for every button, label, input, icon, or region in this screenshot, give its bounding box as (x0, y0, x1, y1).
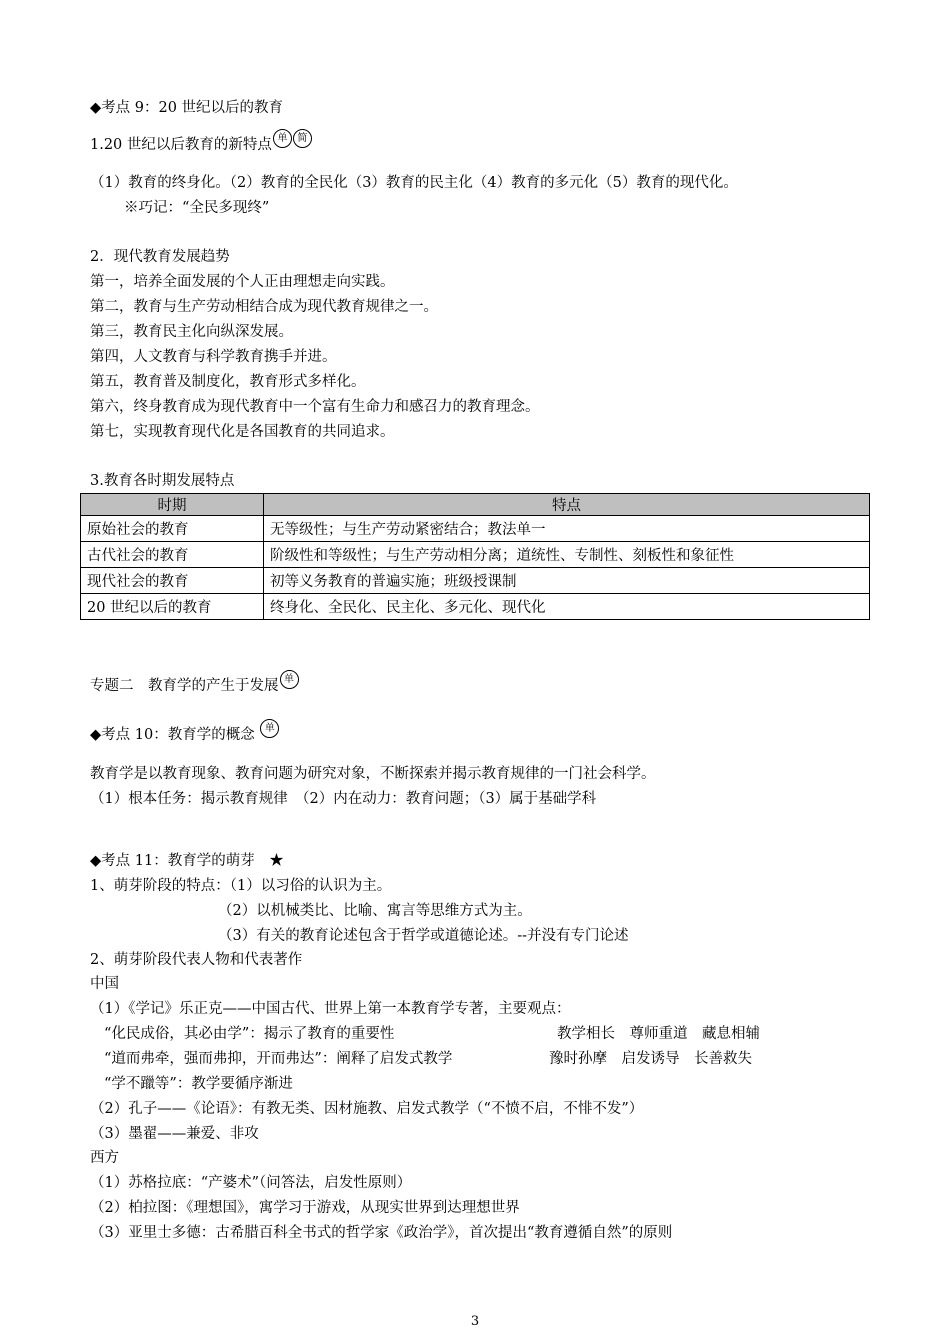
table-row (81, 594, 870, 620)
section-9-title: ◆考点 9：20 世纪以后的教育 (90, 100, 284, 116)
table-row (81, 542, 870, 568)
education-periods-table (80, 493, 870, 620)
topic-2-heading (90, 676, 299, 696)
table-cell-period: 20 世纪以后的教育 (81, 594, 264, 620)
table-header-period: 时期 (81, 494, 264, 516)
section-9-q2-heading: 2．现代教育发展趋势 (90, 249, 230, 265)
section-9-q1-text: 1.20 世纪以后教育的新特点 (90, 137, 272, 153)
trend-item: 第四，人文教育与科学教育携手并进。 (90, 349, 337, 365)
section-10-definition: 教育学是以教育现象、教育问题为研究对象，不断探索并揭示教育规律的一门社会科学。 (90, 766, 656, 782)
trend-item: 第六，终身教育成为现代教育中一个富有生命力和感召力的教育理念。 (90, 399, 540, 415)
trend-item: 第五，教育普及制度化，教育形式多样化。 (90, 374, 366, 390)
xueji-point-a: “化民成俗，其必由学”：揭示了教育的重要性 (104, 1026, 395, 1042)
section-10-title (90, 725, 279, 745)
section-9-q1-heading (90, 135, 312, 155)
sprout-features-line-1: 1、萌芽阶段的特点：（1）以习俗的认识为主。 (90, 878, 392, 894)
table-cell-features: 无等级性；与生产劳动紧密结合；教法单一 (264, 516, 870, 542)
plato-line: （2）柏拉图：《理想国》，寓学习于游戏，从现实世界到达理想世界 (90, 1200, 520, 1216)
table-header-features: 特点 (264, 494, 870, 516)
section-11-title: ◆考点 11：教育学的萌芽 ★ (90, 853, 284, 869)
short-answer-badge-icon: 简 (293, 129, 312, 148)
mozi-line: （3）墨翟——兼爱、非攻 (90, 1126, 259, 1142)
table-cell-period: 现代社会的教育 (81, 568, 264, 594)
section-9-q3-heading: 3.教育各时期发展特点 (90, 473, 235, 489)
xueji-line: （1）《学记》乐正克——中国古代、世界上第一本教育学专著，主要观点： (90, 1001, 571, 1017)
trend-item: 第三，教育民主化向纵深发展。 (90, 324, 293, 340)
socrates-line: （1）苏格拉底：“产婆术”（问答法，启发性原则） (90, 1175, 412, 1191)
china-label: 中国 (90, 976, 119, 992)
xueji-point-c: “学不躐等”：教学要循序渐进 (104, 1076, 293, 1092)
page-number: 3 (470, 1314, 480, 1329)
sprout-features-line-2: （2）以机械类比、比喻、寓言等思维方式为主。 (218, 903, 532, 919)
west-label: 西方 (90, 1150, 119, 1166)
sprout-features-line-3: （3）有关的教育论述包含于哲学或道德论述。--并没有专门论述 (218, 928, 629, 944)
section-9-q1-body: （1）教育的终身化。（2）教育的全民化（3）教育的民主化（4）教育的多元化（5）教育的现代化。 (90, 175, 738, 191)
trend-item: 第七，实现教育现代化是各国教育的共同追求。 (90, 424, 395, 440)
section-9-mnemonic: ※巧记：“全民多现终” (124, 200, 270, 216)
table-cell-period: 原始社会的教育 (81, 516, 264, 542)
xueji-point-a-principles: 教学相长 尊师重道 藏息相辅 (557, 1026, 760, 1042)
section-10-title-text: ◆考点 10：教育学的概念 (90, 727, 255, 743)
table-cell-features: 初等义务教育的普遍实施；班级授课制 (264, 568, 870, 594)
trend-item: 第二，教育与生产劳动相结合成为现代教育规律之一。 (90, 299, 438, 315)
single-choice-badge-icon: 单 (260, 719, 279, 738)
xueji-point-b-principles: 豫时孙摩 启发诱导 长善救失 (549, 1051, 752, 1067)
table-cell-features: 终身化、全民化、民主化、多元化、现代化 (264, 594, 870, 620)
trend-item: 第一，培养全面发展的个人正由理想走向实践。 (90, 274, 395, 290)
topic-2-text: 专题二 教育学的产生于发展 (90, 678, 279, 694)
single-choice-badge-icon: 单 (273, 129, 292, 148)
kongzi-line: （2）孔子——《论语》：有教无类、因材施教、启发式教学（“不愤不启，不悱不发”） (90, 1101, 644, 1117)
section-10-points: （1）根本任务：揭示教育规律 （2）内在动力：教育问题；（3）属于基础学科 (90, 791, 597, 807)
table-cell-period: 古代社会的教育 (81, 542, 264, 568)
table-cell-features: 阶级性和等级性；与生产劳动相分离；道统性、专制性、刻板性和象征性 (264, 542, 870, 568)
aristotle-line: （3）亚里士多德：古希腊百科全书式的哲学家《政治学》，首次提出“教育遵循自然”的原则 (90, 1225, 673, 1241)
xueji-point-b: “道而弗牵，强而弗抑，开而弗达”：阐释了启发式教学 (104, 1051, 453, 1067)
table-header-row (81, 494, 870, 516)
single-choice-badge-icon: 单 (280, 670, 299, 689)
sprout-representatives-heading: 2、萌芽阶段代表人物和代表著作 (90, 952, 303, 968)
table-row (81, 568, 870, 594)
table-row (81, 516, 870, 542)
